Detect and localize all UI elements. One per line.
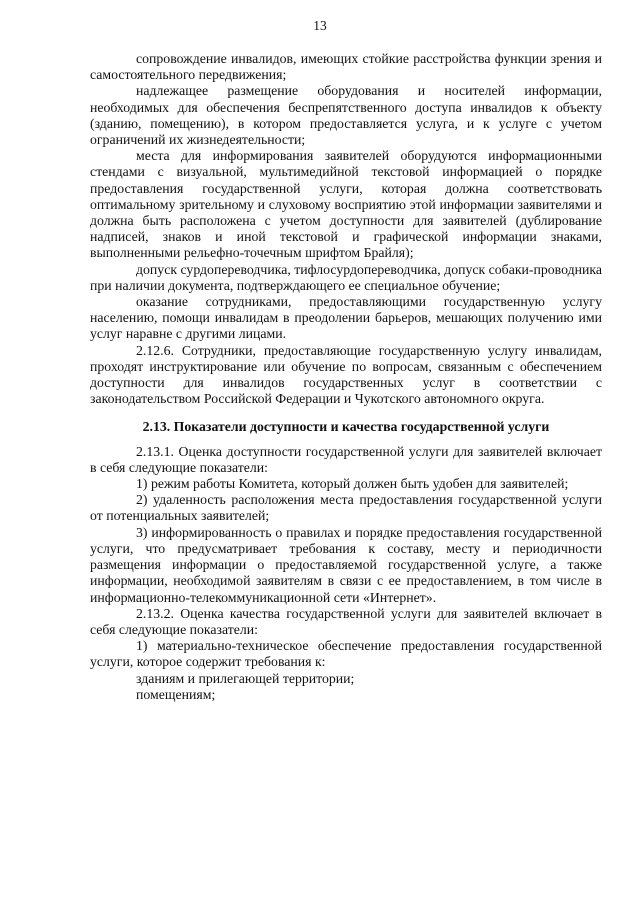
page-number: 13 (313, 18, 327, 33)
paragraph: сопровождение инвалидов, имеющих стойкие расстройства функции зрения и самостоятельного передвижения; (90, 51, 602, 83)
paragraph: оказание сотрудниками, предоставляющими государственную услугу населению, помощи инвалидам в преодолении барьеров, мешающих получению ими услуг наравне с другими лицами. (90, 294, 602, 342)
paragraph: 1) материально-техническое обеспечение предоставления государственной услуги, которое содержит требования к: (90, 638, 602, 670)
paragraph: 3) информированность о правилах и порядке предоставления государственной услуги, что предусматривает требования к составу, месту и периодичности размещения информации о предоставляемой государственной услуге, а также информации, необходимой заявителям в связи с ее предоставлением, в том числе в информационно-телекоммуникационной сети «Интернет». (90, 524, 602, 605)
paragraph: 2.13.2. Оценка качества государственной услуги для заявителей включает в себя следующие показатели: (90, 605, 602, 637)
list-item: зданиям и прилегающей территории; (136, 670, 355, 686)
paragraph: надлежащее размещение оборудования и носителей информации, необходимых для обеспечения беспрепятственного доступа инвалидов к объекту (зданию, помещению), в котором предоставляется услуга, и к услуге с учетом ограничений их жизнедеятельности; (90, 83, 602, 148)
paragraph: места для информирования заявителей оборудуются информационными стендами с визуальной, мультимедийной текстовой информацией о порядке предоставления государственной услуги, которая должна соответствовать оптимальному зрительному и слуховому восприятию этой информации заявителями и должна быть расположена с учетом доступности для заявителей (дублирование надписей, знаков и иной текстовой и графической информации знаками, выполненными рельефно-точечным шрифтом Брайля); (90, 148, 602, 261)
paragraph: 2.12.6. Сотрудники, предоставляющие государственную услугу инвалидам, проходят инструктирование или обучение по вопросам, связанным с обеспечением доступности для инвалидов государственных услуг в соответствии с законодательством Российской Федерации и Чукотского автономного округа. (90, 342, 602, 407)
page-content (90, 51, 602, 703)
paragraph: допуск сурдопереводчика, тифлосурдопереводчика, допуск собаки-проводника при наличии документа, подтверждающего ее специальное обучение; (90, 261, 603, 293)
paragraph: 2.13.1. Оценка доступности государственной услуги для заявителей включает в себя следующие показатели: (90, 443, 602, 475)
list-item: помещениям; (136, 686, 216, 702)
paragraph: 2) удаленность расположения места предоставления государственной услуги от потенциальных заявителей; (90, 492, 602, 524)
paragraph: 1) режим работы Комитета, который должен быть удобен для заявителей; (136, 476, 569, 492)
section-heading: 2.13. Показатели доступности и качества государственной услуги (142, 419, 550, 435)
